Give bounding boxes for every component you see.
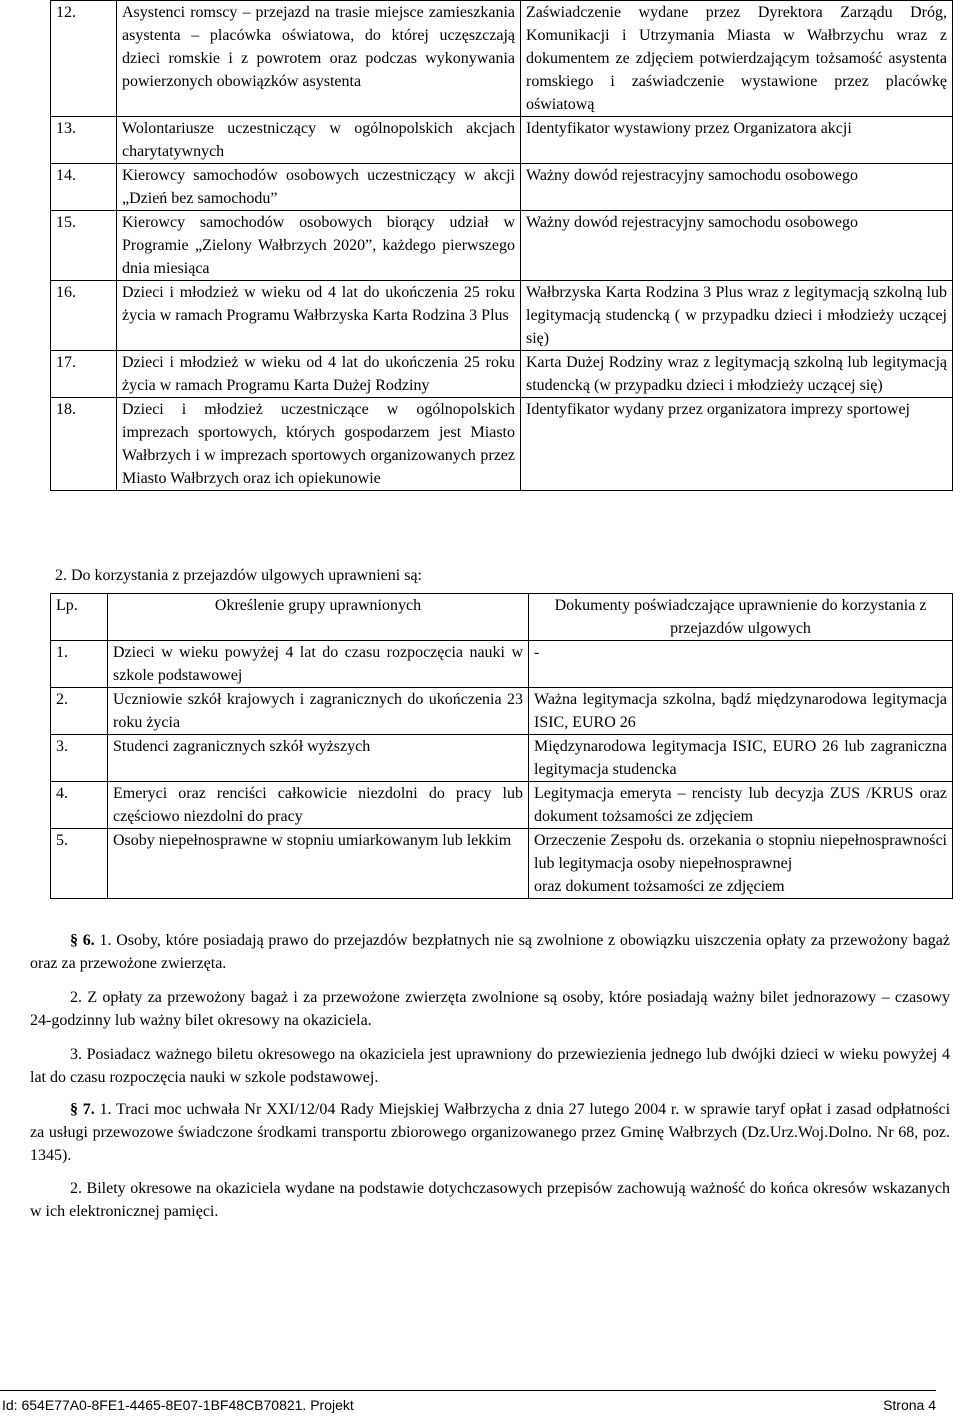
table-row — [51, 782, 953, 829]
row-group: Emeryci oraz renciści całkowicie niezdolni do pracy lub częściowo niezdolni do pracy — [108, 782, 529, 829]
row-number: 2. — [51, 688, 108, 735]
section-7-mark: § 7. — [70, 1101, 95, 1118]
privileges-table-free-body — [51, 1, 953, 491]
row-documents: Identyfikator wydany przez organizatora imprezy sportowej — [521, 398, 953, 491]
table-row — [51, 211, 953, 281]
section-7-paragraph-1 — [30, 1098, 950, 1167]
row-documents: Zaświadczenie wydane przez Dyrektora Zarządu Dróg, Komunikacji i Utrzymania Miasta w Wałbrzychu wraz z dokumentem ze zdjęciem potwierdzającym tożsamość asystenta romskiego i zaświadczenie wystawione przez placówkę oświatową — [521, 1, 953, 117]
section-2-caption: 2. Do korzystania z przejazdów ulgowych uprawnieni są: — [55, 567, 422, 584]
page-footer — [2, 1395, 936, 1415]
table-row — [51, 641, 953, 688]
privileges-table-reduced — [50, 593, 953, 899]
row-documents-text-extra: oraz dokument tożsamości ze zdjęciem — [534, 878, 785, 895]
row-number: 14. — [51, 164, 117, 211]
table-row — [51, 735, 953, 782]
row-group: Studenci zagranicznych szkół wyższych — [108, 735, 529, 782]
row-group: Kierowcy samochodów osobowych uczestniczący w akcji „Dzień bez samochodu” — [117, 164, 521, 211]
section-6-paragraph-1 — [30, 929, 950, 975]
section-6-paragraph-2 — [30, 986, 950, 1032]
row-number: 3. — [51, 735, 108, 782]
row-documents: Karta Dużej Rodziny wraz z legitymacją szkolną lub legitymacją studencką (w przypadku dzieci i młodzieży uczącej się) — [521, 351, 953, 398]
row-number: 18. — [51, 398, 117, 491]
header-documents: Dokumenty poświadczające uprawnienie do korzystania z przejazdów ulgowych — [529, 594, 953, 641]
row-number: 4. — [51, 782, 108, 829]
row-documents: Ważna legitymacja szkolna, bądź międzynarodowa legitymacja ISIC, EURO 26 — [529, 688, 953, 735]
section-6-text-1: 1. Osoby, które posiadają prawo do przejazdów bezpłatnych nie są zwolnione z obowiązku uiszczenia opłaty za przewożony bagaż oraz za przewożone zwierzęta. — [30, 932, 951, 972]
row-documents: Identyfikator wystawiony przez Organizatora akcji — [521, 117, 953, 164]
row-group: Wolontariusze uczestniczący w ogólnopolskich akcjach charytatywnych — [117, 117, 521, 164]
section-6-text-3: 3. Posiadacz ważnego biletu okresowego na okaziciela jest uprawniony do przewiezienia jednego lub dwójki dzieci w wieku powyżej 4 lat do czasu rozpoczęcia nauki w szkole podstawowej. — [30, 1046, 950, 1086]
row-group: Kierowcy samochodów osobowych biorący udział w Programie „Zielony Wałbrzych 2020”, każdego pierwszego dnia miesiąca — [117, 211, 521, 281]
row-documents — [529, 829, 953, 899]
row-group: Dzieci i młodzież w wieku od 4 lat do ukończenia 25 roku życia w ramach Programu Wałbrzyska Karta Rodzina 3 Plus — [117, 281, 521, 351]
row-documents: Ważny dowód rejestracyjny samochodu osobowego — [521, 211, 953, 281]
row-number: 1. — [51, 641, 108, 688]
table-row — [51, 164, 953, 211]
row-number: 13. — [51, 117, 117, 164]
row-group: Dzieci w wieku powyżej 4 lat do czasu rozpoczęcia nauki w szkole podstawowej — [108, 641, 529, 688]
table-row — [51, 281, 953, 351]
row-group: Osoby niepełnosprawne w stopniu umiarkowanym lub lekkim — [108, 829, 529, 899]
row-number: 12. — [51, 1, 117, 117]
row-number: 15. — [51, 211, 117, 281]
row-number: 16. — [51, 281, 117, 351]
row-documents-text: Orzeczenie Zespołu ds. orzekania o stopniu niepełnosprawności lub legitymacja osoby niepełnosprawnej — [534, 832, 947, 872]
row-group: Dzieci i młodzież uczestniczące w ogólnopolskich imprezach sportowych, których gospodarzem jest Miasto Wałbrzych i w imprezach sportowych organizowanych przez Miasto Wałbrzych oraz ich opiekunowie — [117, 398, 521, 491]
row-documents: Międzynarodowa legitymacja ISIC, EURO 26 lub zagraniczna legitymacja studencka — [529, 735, 953, 782]
section-6-paragraph-3 — [30, 1043, 950, 1089]
table-row — [51, 829, 953, 899]
section-7-text-2: 2. Bilety okresowe na okaziciela wydane na podstawie dotychczasowych przepisów zachowują ważność do końca okresów wskazanych w ich elektronicznej pamięci. — [30, 1180, 950, 1220]
row-number: 5. — [51, 829, 108, 899]
footer-divider — [0, 1390, 936, 1391]
row-group: Uczniowie szkół krajowych i zagranicznych do ukończenia 23 roku życia — [108, 688, 529, 735]
row-group: Asystenci romscy – przejazd na trasie miejsce zamieszkania asystenta – placówka oświatowa, do której uczęszczają dzieci romskie i z powrotem oraz podczas wykonywania powierzonych obowiązków asystenta — [117, 1, 521, 117]
row-group: Dzieci i młodzież w wieku od 4 lat do ukończenia 25 roku życia w ramach Programu Karta Dużej Rodziny — [117, 351, 521, 398]
row-documents: Wałbrzyska Karta Rodzina 3 Plus wraz z legitymacją szkolną lub legitymacją studencką ( w przypadku dzieci i młodzieży uczącej się) — [521, 281, 953, 351]
page-number: Strona 4 — [883, 1397, 936, 1413]
table-header-row — [51, 594, 953, 641]
table-row — [51, 398, 953, 491]
table-row — [51, 351, 953, 398]
section-7-text-1: 1. Traci moc uchwała Nr XXI/12/04 Rady Miejskiej Wałbrzycha z dnia 27 lutego 2004 r. w sprawie taryf opłat i zasad odpłatności za usługi przewozowe świadczone środkami transportu zbiorowego organizowanego przez Gminę Wałbrzych (Dz.Urz.Woj.Dolno. Nr 68, poz. 1345). — [30, 1101, 951, 1164]
header-lp: Lp. — [51, 594, 108, 641]
row-documents: - — [529, 641, 953, 688]
row-number: 17. — [51, 351, 117, 398]
section-6-mark: § 6. — [70, 932, 95, 949]
table-row — [51, 1, 953, 117]
document-id: Id: 654E77A0-8FE1-4465-8E07-1BF48CB70821. Projekt — [2, 1397, 354, 1413]
section-7-paragraph-2 — [30, 1177, 950, 1223]
row-documents: Legitymacja emeryta – rencisty lub decyzja ZUS /KRUS oraz dokument tożsamości ze zdjęciem — [529, 782, 953, 829]
privileges-table-reduced-body — [51, 641, 953, 899]
table-row — [51, 117, 953, 164]
section-6-text-2: 2. Z opłaty za przewożony bagaż i za przewożone zwierzęta zwolnione są osoby, które posiadają ważny bilet jednorazowy – czasowy 24-godzinny lub ważny bilet okresowy na okazicielа. — [30, 989, 950, 1029]
header-group: Określenie grupy uprawnionych — [108, 594, 529, 641]
privileges-table-free — [50, 0, 953, 491]
table-row — [51, 688, 953, 735]
row-documents: Ważny dowód rejestracyjny samochodu osobowego — [521, 164, 953, 211]
